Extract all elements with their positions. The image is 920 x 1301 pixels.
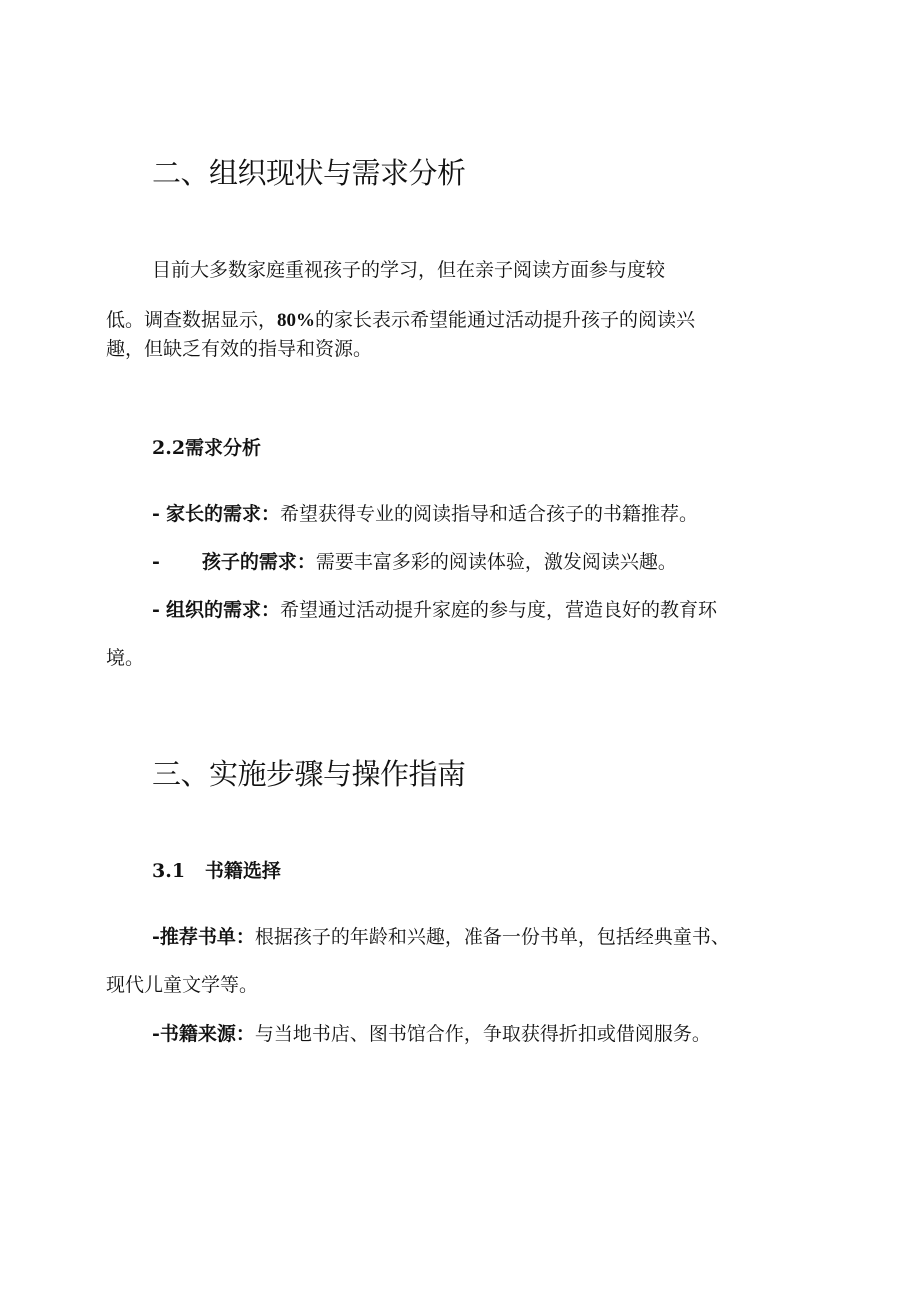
section-2-heading: 二、组织现状与需求分析 <box>152 156 466 190</box>
list-item-text: 需要丰富多彩的阅读体验，激发阅读兴趣。 <box>315 551 677 573</box>
subsection-title: 书籍选择 <box>204 860 281 882</box>
list-item-text: 希望通过活动提升家庭的参与度，营造良好的教育环 <box>279 599 717 621</box>
list-item <box>152 1022 711 1046</box>
list-item <box>152 925 730 949</box>
section-2-paragraph-line-2 <box>106 308 695 333</box>
list-item-text: 希望获得专业的阅读指导和适合孩子的书籍推荐。 <box>279 503 698 525</box>
list-dash: - <box>152 926 160 948</box>
list-item-label: 推荐书单： <box>159 926 255 948</box>
list-item-continuation: 现代儿童文学等。 <box>106 974 259 996</box>
list-item <box>152 502 698 526</box>
subsection-3-1-heading <box>152 856 281 883</box>
paragraph-text: 的家长表示希望能通过活动提升孩子的阅读兴 <box>315 309 696 331</box>
list-dash: - <box>152 551 160 573</box>
statistic-value: 80% <box>277 310 316 331</box>
list-item <box>152 598 717 622</box>
subsection-2-2-heading: 2.2需求分析 <box>152 437 262 459</box>
list-item-label: 书籍来源： <box>159 1023 255 1045</box>
list-item-label: 孩子的需求： <box>201 551 316 573</box>
list-dash: - <box>152 1023 160 1045</box>
list-item-label: 组织的需求： <box>165 599 280 621</box>
list-item-text: 与当地书店、图书馆合作，争取获得折扣或借阅服务。 <box>254 1023 711 1045</box>
section-2-paragraph-line-1: 目前大多数家庭重视孩子的学习，但在亲子阅读方面参与度较 <box>152 259 666 281</box>
list-dash: - <box>152 599 160 621</box>
section-3-heading: 三、实施步骤与操作指南 <box>152 757 466 791</box>
section-2-paragraph-line-3: 趣，但缺乏有效的指导和资源。 <box>106 338 373 360</box>
list-dash: - <box>152 503 160 525</box>
list-item <box>152 550 677 574</box>
list-item-label: 家长的需求： <box>165 503 280 525</box>
paragraph-text: 低。调查数据显示， <box>106 309 278 331</box>
list-item-text: 根据孩子的年龄和兴趣，准备一份书单，包括经典童书、 <box>254 926 730 948</box>
subsection-number: 3.1 <box>152 860 186 882</box>
list-item-continuation: 境。 <box>106 647 145 669</box>
